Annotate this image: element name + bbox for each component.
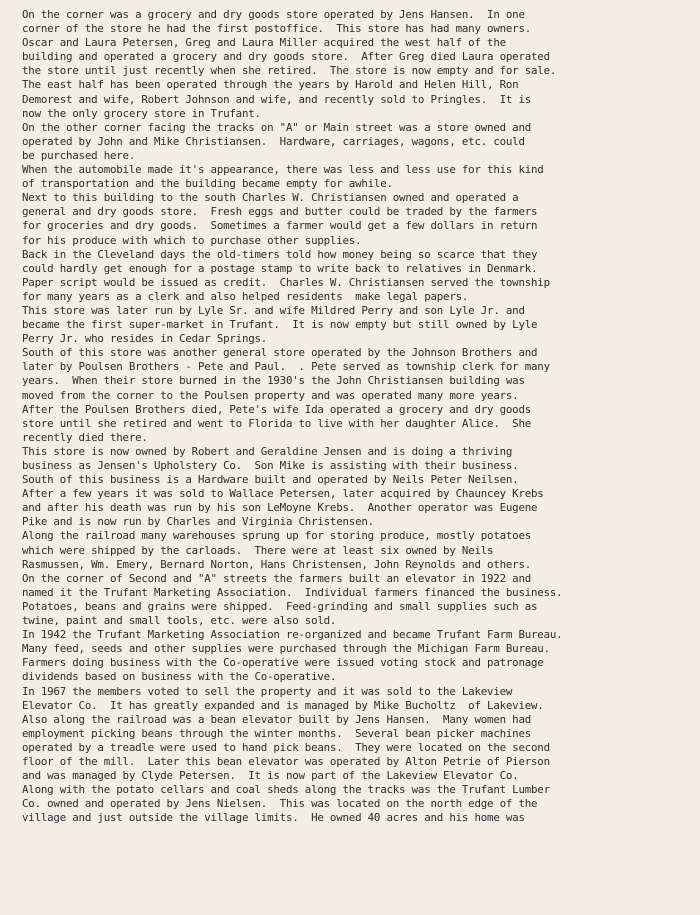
text-line: Demorest and wife, Robert Johnson and wife, and recently sold to Pringles. It is [22, 92, 532, 106]
text-line: and after his death was run by his son LeMoyne Krebs. Another operator was Eugene [22, 501, 538, 515]
text-line: Co. owned and operated by Jens Nielsen. This was located on the north edge of the [22, 797, 538, 811]
text-line [22, 854, 694, 868]
text-line: In 1942 the Trufant Marketing Association re-organized and became Trufant Farm Bureau. [22, 628, 563, 642]
text-line: corner of the store he had the first postoffice. This store has had many owners. [22, 22, 532, 36]
text-line [22, 896, 694, 910]
text-line: be purchased here. [22, 148, 136, 162]
text-line [22, 882, 694, 896]
text-line [22, 840, 694, 854]
text-line [22, 868, 694, 882]
text-line: became the first super-market in Trufant. It is now empty but still owned by Lyle [22, 318, 538, 332]
text-line: When the automobile made it's appearance, there was less and less use for this kind [22, 163, 544, 177]
text-line: Back in the Cleveland days the old-timers told how money being so scarce that they [22, 247, 538, 261]
text-line: Along with the potato cellars and coal sheds along the tracks was the Trufant Lumber [22, 783, 550, 797]
text-line: South of this store was another general store operated by the Johnson Brothers and [22, 346, 538, 360]
text-line: Potatoes, beans and grains were shipped. Feed-grinding and small supplies such as [22, 599, 538, 613]
text-line: now the only grocery store in Trufant. [22, 106, 261, 120]
text-line: twine, paint and small tools, etc. were also sold. [22, 614, 337, 628]
text-line: This store is now owned by Robert and Geraldine Jensen and is doing a thriving [22, 444, 513, 458]
text-line: which were shipped by the carloads. There were at least six owned by Neils [22, 543, 494, 557]
text-line: On the other corner facing the tracks on "A" or Main street was a store owned and [22, 120, 532, 134]
text-line: Paper script would be issued as credit. Charles W. Christiansen served the township [22, 275, 550, 289]
text-line: for his produce with which to purchase other supplies. [22, 233, 362, 247]
text-line: moved from the corner to the Poulsen property and was operated many more years. [22, 388, 519, 402]
text-line: Also along the railroad was a bean elevator built by Jens Hansen. Many women had [22, 712, 532, 726]
text-line: for groceries and dry goods. Sometimes a farmer would get a few dollars in return [22, 219, 538, 233]
text-line: store until she retired and went to Florida to live with her daughter Alice. She [22, 416, 532, 430]
text-line: On the corner was a grocery and dry goods store operated by Jens Hansen. In one [22, 8, 525, 21]
text-line: The east half has been operated through the years by Harold and Helen Hill, Ron [22, 78, 519, 92]
text-line [22, 910, 694, 915]
text-line: Along the railroad many warehouses sprung up for storing produce, mostly potatoes [22, 529, 532, 543]
text-line: Rasmussen, Wm. Emery, Bernard Norton, Hans Christensen, John Reynolds and others. [22, 557, 532, 571]
document-text [22, 8, 694, 915]
text-line: for many years as a clerk and also helped residents make legal papers. [22, 289, 469, 303]
text-line: building and operated a grocery and dry goods store. After Greg died Laura operated [22, 50, 550, 64]
text-line: the store until just recently when she retired. The store is now empty and for sale. [22, 64, 557, 78]
text-line: Perry Jr. who resides in Cedar Springs. [22, 332, 268, 346]
text-line: Oscar and Laura Petersen, Greg and Laura Miller acquired the west half of the [22, 36, 506, 50]
text-line: general and dry goods store. Fresh eggs and butter could be traded by the farmers [22, 205, 538, 219]
text-line: dividends based on business with the Co-operative. [22, 670, 337, 684]
text-line: years. When their store burned in the 1930's the John Christiansen building was [22, 374, 525, 388]
text-line: of transportation and the building became empty for awhile. [22, 177, 393, 191]
text-line: Elevator Co. It has greatly expanded and is managed by Mike Bucholtz of Lakeview. [22, 698, 544, 712]
text-line: business as Jensen's Upholstery Co. Son Mike is assisting with their business. [22, 459, 519, 472]
text-line: named it the Trufant Marketing Association. Individual farmers financed the business. [22, 585, 563, 599]
text-line: Farmers doing business with the Co-operative were issued voting stock and patronage [22, 656, 544, 670]
text-line: After a few years it was sold to Wallace Petersen, later acquired by Chauncey Krebs [22, 487, 544, 501]
text-line: recently died there. [22, 430, 148, 444]
text-line: Pike and is now run by Charles and Virginia Christensen. [22, 515, 374, 529]
text-line: operated by a treadle were used to hand pick beans. They were located on the second [22, 740, 550, 754]
text-line: After the Poulsen Brothers died, Pete's wife Ida operated a grocery and dry goods [22, 402, 532, 416]
text-line: South of this business is a Hardware built and operated by Neils Peter Neilsen. [22, 473, 519, 487]
text-line: and was managed by Clyde Petersen. It is now part of the Lakeview Elevator Co. [22, 769, 519, 783]
text-line: Many feed, seeds and other supplies were purchased through the Michigan Farm Bureau. [22, 642, 550, 656]
text-line: On the corner of Second and "A" streets the farmers built an elevator in 1922 and [22, 571, 532, 585]
text-line: In 1967 the members voted to sell the property and it was sold to the Lakeview [22, 684, 513, 698]
text-line [22, 825, 694, 839]
text-line: floor of the mill. Later this bean elevator was operated by Alton Petrie of Pierson [22, 754, 550, 768]
text-line: could hardly get enough for a postage stamp to write back to relatives in Denmark. [22, 261, 538, 275]
text-line: employment picking beans through the winter months. Several bean picker machines [22, 726, 532, 740]
text-line: Next to this building to the south Charles W. Christiansen owned and operated a [22, 191, 519, 205]
text-line: village and just outside the village limits. He owned 40 acres and his home was [22, 811, 525, 825]
text-line: operated by John and Mike Christiansen. Hardware, carriages, wagons, etc. could [22, 134, 525, 148]
text-line: later by Poulsen Brothers - Pete and Paul. . Pete served as township clerk for many [22, 360, 550, 374]
text-line: This store was later run by Lyle Sr. and wife Mildred Perry and son Lyle Jr. and [22, 303, 525, 317]
